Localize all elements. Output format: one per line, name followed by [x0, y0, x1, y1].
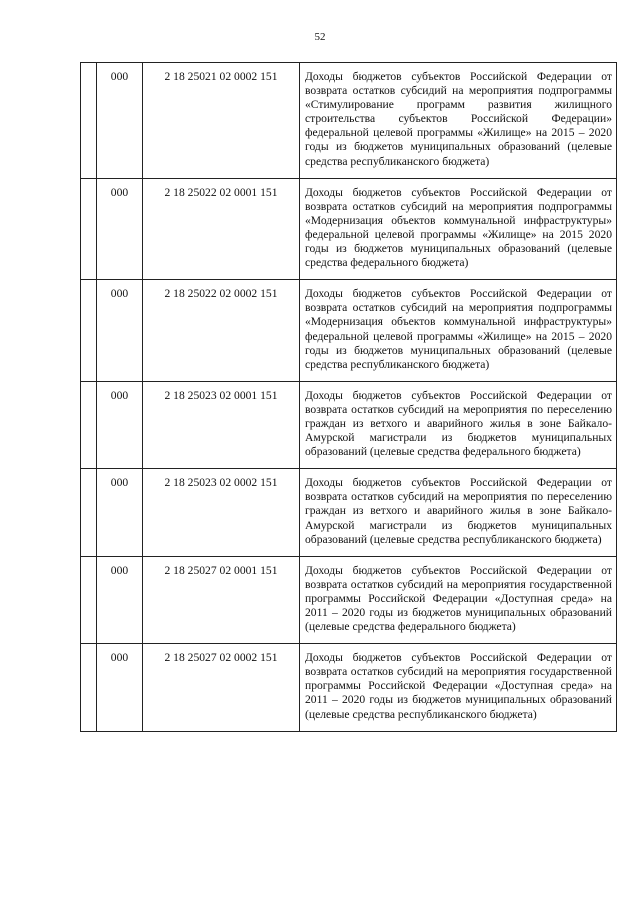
admin-code-cell: 000: [97, 280, 143, 382]
table-row: [81, 280, 617, 382]
description-cell: [300, 63, 617, 179]
budget-code-cell: 2 18 25023 02 0002 151: [143, 469, 300, 556]
table-row: [81, 63, 617, 179]
budget-code-cell: 2 18 25021 02 0002 151: [143, 63, 300, 179]
row-stub-cell: [81, 63, 97, 179]
row-stub-cell: [81, 556, 97, 643]
description-cell: [300, 178, 617, 280]
table-row: [81, 644, 617, 731]
description-text: Доходы бюджетов субъектов Российской Федерации от возврата остатков субсидий на мероприятия подпрограммы «Стимулирование программ развития жилищного строительства субъектов Российской Федерации» федеральной целевой программы «Жилище» на 2015 – 2020 годы из бюджетов муниципальных образований (целевые средства республиканского бюджета): [305, 70, 612, 168]
row-stub-cell: [81, 644, 97, 731]
description-text: Доходы бюджетов субъектов Российской Федерации от возврата остатков субсидий на мероприятия государственной программы Российской Федерации «Доступная среда» на 2011 – 2020 годы из бюджетов муниципальных образований (целевые средства республиканского бюджета): [305, 651, 612, 721]
description-text: Доходы бюджетов субъектов Российской Федерации от возврата остатков субсидий на мероприятия подпрограммы «Модернизация объектов коммунальной инфраструктуры» федеральной целевой программы «Жилище» на 2015 2020 годы из бюджетов муниципальных образований (целевые средства федерального бюджета): [305, 185, 612, 270]
description-cell: [300, 644, 617, 731]
description-text: Доходы бюджетов субъектов Российской Федерации от возврата остатков субсидий на мероприятия подпрограммы «Модернизация объектов коммунальной инфраструктуры» федеральной целевой программы «Жилище» на 2015 – 2020 годы из бюджетов муниципальных образований (целевые средства республиканского бюджета): [305, 287, 612, 371]
table-row: [81, 556, 617, 643]
budget-code-cell: 2 18 25027 02 0002 151: [143, 644, 300, 731]
table-row: [81, 469, 617, 556]
row-stub-cell: [81, 381, 97, 468]
description-text: Доходы бюджетов субъектов Российской Федерации от возврата остатков субсидий на мероприятия по переселению граждан из ветхого и аварийного жилья в зоне Байкало-Амурской магистрали из бюджетов муниципальных образований (целевые средства федерального бюджета): [305, 388, 612, 459]
admin-code-cell: 000: [97, 644, 143, 731]
budget-code-cell: 2 18 25023 02 0001 151: [143, 381, 300, 468]
description-cell: [300, 280, 617, 382]
description-cell: [300, 469, 617, 556]
description-text: Доходы бюджетов субъектов Российской Федерации от возврата остатков субсидий на мероприятия по переселению граждан из ветхого и аварийного жилья в зоне Байкало-Амурской магистрали из бюджетов муниципальных образований (целевые средства республиканского бюджета): [305, 476, 612, 546]
budget-code-cell: 2 18 25022 02 0001 151: [143, 178, 300, 280]
description-text: Доходы бюджетов субъектов Российской Федерации от возврата остатков субсидий на мероприятия государственной программы Российской Федерации «Доступная среда» на 2011 – 2020 годы из бюджетов муниципальных образований (целевые средства федерального бюджета): [305, 563, 612, 634]
row-stub-cell: [81, 469, 97, 556]
table-row: [81, 381, 617, 468]
description-cell: [300, 556, 617, 643]
budget-code-cell: 2 18 25027 02 0001 151: [143, 556, 300, 643]
admin-code-cell: 000: [97, 381, 143, 468]
page-number: 52: [314, 31, 326, 43]
admin-code-cell: 000: [97, 63, 143, 179]
row-stub-cell: [81, 280, 97, 382]
admin-code-cell: 000: [97, 556, 143, 643]
admin-code-cell: 000: [97, 178, 143, 280]
description-cell: [300, 381, 617, 468]
budget-code-table: [80, 62, 617, 732]
row-stub-cell: [81, 178, 97, 280]
table-row: [81, 178, 617, 280]
admin-code-cell: 000: [97, 469, 143, 556]
budget-code-cell: 2 18 25022 02 0002 151: [143, 280, 300, 382]
